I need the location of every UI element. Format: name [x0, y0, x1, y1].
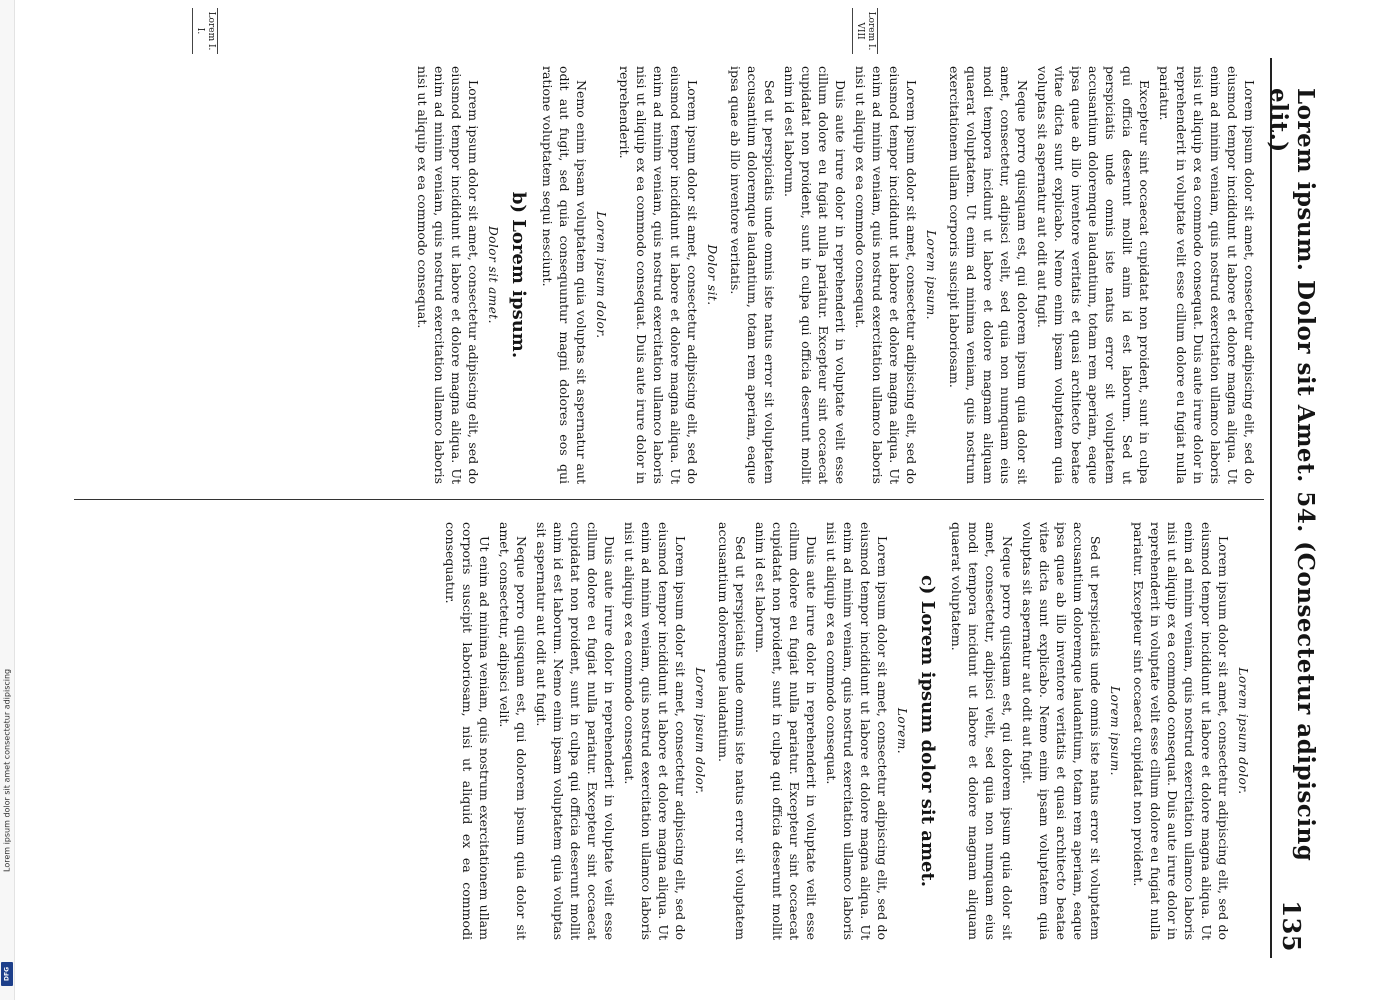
paragraph: Lorem ipsum dolor sit amet, consectetur adipiscing elit, sed do eiusmod tempor incididunt ut labore et dolore magna aliqua. Ut enim ad minim veniam, quis nostrud exercitation ullamco laboris nisi ut aliquip ex ea commodo consequat.: [853, 66, 919, 484]
paragraph: Duis aute irure dolor in reprehenderit in voluptate velit esse cillum dolore eu fugiat nulla pariatur. Excepteur sint occaecat cupidatat non proident, sunt in culpa qui officia deserunt mollit anim id est laborum.: [753, 522, 819, 940]
section-heading: c) Lorem ipsum dolor sit amet.: [917, 574, 938, 888]
paragraph: Nemo enim ipsam voluptatem quia voluptas sit aspernatur aut odit aut fugit, sed quia consequuntur magni dolores eos qui ratione voluptatem sequi nesciunt.: [540, 66, 589, 484]
section-heading: b) Lorem ipsum.: [508, 191, 529, 359]
scanned-page: [67, 11, 1319, 958]
paragraph: Lorem ipsum dolor sit amet, consectetur adipiscing elit, sed do eiusmod tempor incididunt ut labore et dolore magna aliqua. Ut enim ad minim veniam, quis nostrud exercitation ullamco laboris nisi ut aliquip ex ea commodo consequat. Duis aute irure dolor in reprehenderit.: [617, 66, 700, 484]
column-divider: [74, 499, 1264, 500]
margin-note: Lorem I. VIII: [852, 8, 878, 54]
left-column: [195, 11, 1258, 484]
dfg-logo: DFG: [1, 962, 13, 986]
right-column: [439, 522, 1258, 940]
paragraph: Sed ut perspiciatis unde omnis iste natus error sit voluptatem accusantium doloremque laudantium.: [716, 522, 748, 940]
paragraph: Sed ut perspiciatis unde omnis iste natus error sit voluptatem accusantium doloremque laudantium, totam rem aperiam, eaque ipsa quae ab illo inventore veritatis.: [728, 66, 777, 484]
subsection-heading: Lorem ipsum dolor.: [594, 211, 608, 339]
paragraph: Neque porro quisquam est, qui dolorem ipsum quia dolor sit amet, consectetur, adipisci velit, sed quia non numquam eius modi tempora incidunt ut labore et dolore magnam aliquam quaerat voluptatem. Ut enim ad minima veniam, quis nostrum exercitationem ullam corporis suscipit laboriosam.: [947, 66, 1030, 484]
paragraph: Sed ut perspiciatis unde omnis iste natus error sit voluptatem accusantium doloremque laudantium, totam rem aperiam, eaque ipsa quae ab illo inventore veritatis et quasi architecto beatae vitae dicta sunt explicabo. Nemo enim ipsam voluptatem quia voluptas sit aspernatur aut odit aut fugit.: [1020, 522, 1103, 940]
paragraph: Lorem ipsum dolor sit amet, consectetur adipiscing elit, sed do eiusmod tempor incididunt ut labore et dolore magna aliqua. Ut enim ad minim veniam, quis nostrud exercitation ullamco laboris nisi ut aliquip ex ea commodo consequat.: [824, 522, 890, 940]
paragraph: Ut enim ad minima veniam, quis nostrum exercitationem ullam corporis suscipit laboriosam, nisi ut aliquid ex ea commodi consequatur.: [443, 522, 492, 940]
paragraph: Neque porro quisquam est, qui dolorem ipsum quia dolor sit amet, consectetur, adipisci velit.: [497, 522, 529, 940]
digitization-credit-strip: [0, 0, 15, 1000]
margin-note: Lorem I. I.: [192, 8, 218, 54]
paragraph: Neque porro quisquam est, qui dolorem ipsum quia dolor sit amet, consectetur, adipisci velit, sed quia non numquam eius modi tempora incidunt ut labore et dolore magnam aliquam quaerat voluptatem.: [949, 522, 1015, 940]
paragraph: Lorem ipsum dolor sit amet, consectetur adipiscing elit, sed do eiusmod tempor incididunt ut labore et dolore magna aliqua. Ut enim ad minim veniam, quis nostrud exercitation ullamco laboris nisi ut aliquip ex ea commodo consequat. Duis aute irure dolor in reprehenderit in voluptate velit esse cillum dolore eu fugiat nulla pariatur.: [1157, 66, 1257, 484]
subsection-heading: Lorem ipsum dolor.: [1236, 667, 1250, 795]
page-header: [1265, 58, 1319, 958]
paragraph: Lorem ipsum dolor sit amet, consectetur adipiscing elit, sed do eiusmod tempor incididunt ut labore et dolore magna aliqua. Ut enim ad minim veniam, quis nostrud exercitation ullamco laboris nisi ut aliquip ex ea commodo consequat.: [415, 66, 481, 484]
paragraph: Duis aute irure dolor in reprehenderit in voluptate velit esse cillum dolore eu fugiat nulla pariatur. Excepteur sint occaecat cupidatat non proident, sunt in culpa qui officia deserunt mollit anim id est laborum.: [782, 66, 848, 484]
paragraph: Lorem ipsum dolor sit amet, consectetur adipiscing elit, sed do eiusmod tempor incididunt ut labore et dolore magna aliqua. Ut enim ad minim veniam, quis nostrud exercitation ullamco laboris nisi ut aliquip ex ea commodo consequat. Duis aute irure dolor in reprehenderit in voluptate velit esse cillum dolore eu fugiat nulla pariatur. Excepteur sint occaecat cupidatat non proident.: [1131, 522, 1231, 940]
paragraph: Excepteur sint occaecat cupidatat non proident, sunt in culpa qui officia deserunt mollit anim id est laborum. Sed ut perspiciatis unde omnis iste natus error sit voluptatem accusantium doloremque laudantium, totam rem aperiam, eaque ipsa quae ab illo inventore veritatis et quasi architecto beatae vitae dicta sunt explicabo. Nemo enim ipsam voluptatem quia voluptas sit aspernatur aut odit aut fugit.: [1035, 66, 1152, 484]
paragraph: Lorem ipsum dolor sit amet, consectetur adipiscing elit, sed do eiusmod tempor incididunt ut labore et dolore magna aliqua. Ut enim ad minim veniam, quis nostrud exercitation ullamco laboris nisi ut aliquip ex ea commodo consequat.: [622, 522, 688, 940]
subsection-heading: Lorem ipsum.: [924, 230, 938, 320]
digitization-credit-text: Lorem ipsum dolor sit amet consectetur adipiscing: [2, 668, 12, 872]
subsection-heading: Lorem ipsum.: [1108, 686, 1122, 776]
page-title: Lorem ipsum. Dolor sit Amet. 54. (Consectetur adipiscing elit.): [1265, 88, 1319, 862]
paragraph: Duis aute irure dolor in reprehenderit in voluptate velit esse cillum dolore eu fugiat nulla pariatur. Excepteur sint occaecat cupidatat non proident, sunt in culpa qui officia deserunt mollit anim id est laborum. Nemo enim ipsam voluptatem quia voluptas sit aspernatur aut odit aut fugit.: [534, 522, 617, 940]
subsection-heading: Lorem ipsum dolor.: [693, 667, 707, 795]
subsection-heading: Lorem.: [895, 707, 909, 755]
subsection-heading: Dolor sit amet.: [486, 226, 500, 324]
subsection-heading: Dolor sit.: [705, 244, 719, 306]
page-number: 135: [1277, 900, 1307, 952]
